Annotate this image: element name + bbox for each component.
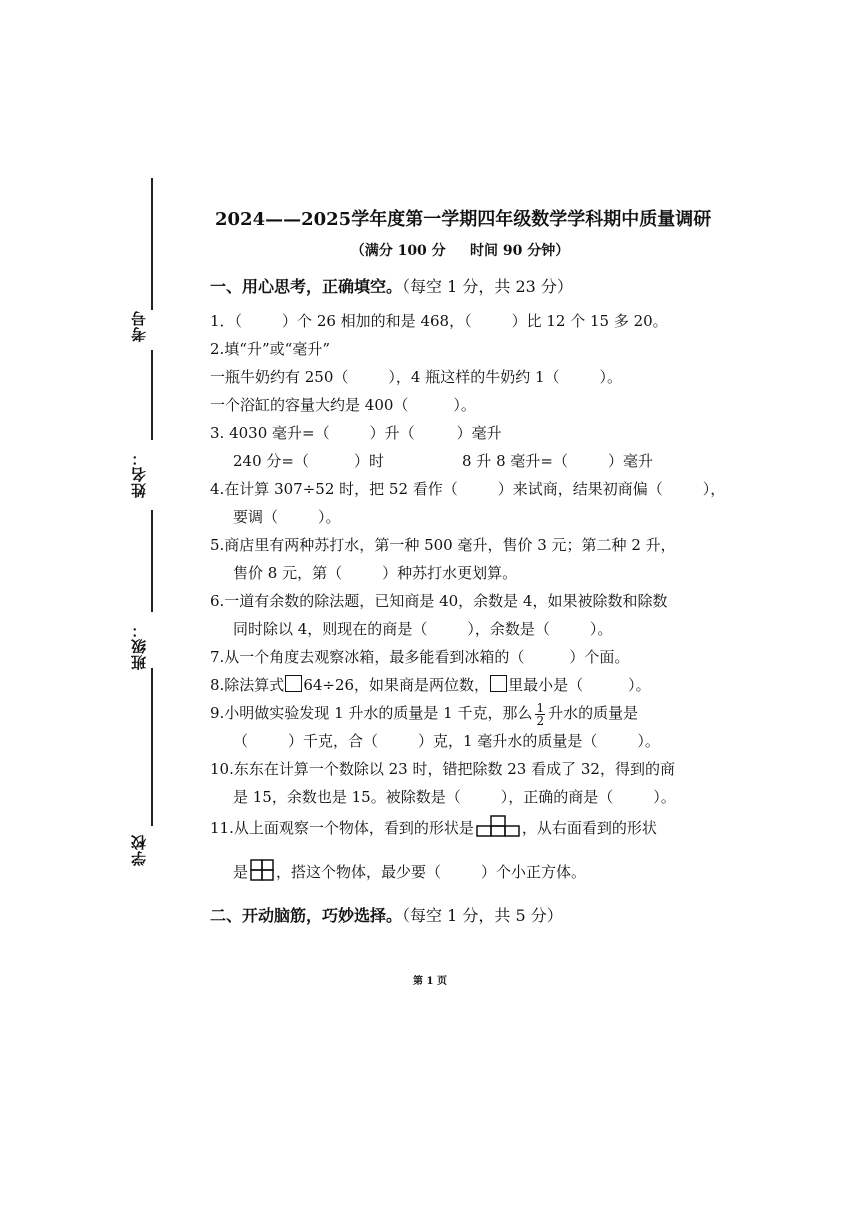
question-11-line-1 [210, 811, 710, 845]
binding-margin [0, 0, 170, 1216]
question-4-line-2 [210, 503, 710, 531]
q8-text-c: 里最小是（ [508, 676, 584, 694]
q3-text-b: ）升（ [369, 424, 415, 442]
q2-text-d: 一个浴缸的容量大约是 400（ [210, 396, 409, 414]
q6-text-b: ），余数是（ [467, 620, 550, 638]
question-10-line-1: 10.东东在计算一个数除以 23 时，错把除数 23 看成了 32，得到的商 [210, 760, 675, 778]
name-label: 姓名： [130, 450, 148, 498]
exam-title: 2024——2025学年度第一学期四年级数学学科期中质量调研 [215, 209, 712, 230]
exam-subtitle: （满分 100 分 时间 90 分钟） [350, 243, 570, 259]
q3-text-f: 8 升 8 毫升=（ [461, 452, 568, 470]
q11-text-d: ，搭这个物体，最少要（ [276, 863, 442, 881]
section-2-title: 二、开动脑筋，巧妙选择。 [210, 906, 403, 925]
question-2-line-2 [210, 391, 710, 419]
question-6-line-1: 6.一道有余数的除法题，已知商是 40，余数是 4，如果被除数和除数 [210, 592, 668, 610]
q7-text-a: 7.从一个角度去观察冰箱，最多能看到冰箱的（ [210, 648, 525, 666]
q9-text-a: 9.小明做实验发现 1 升水的质量是 1 千克，那么 [210, 704, 533, 722]
q8-digit-box-2 [490, 675, 507, 692]
q7-text-b: ）个面。 [569, 648, 630, 666]
question-1 [210, 307, 710, 335]
q6-text-c: ）。 [589, 620, 613, 638]
q9-text-c: （ [233, 732, 249, 750]
q3-text-g: ）毫升 [607, 452, 653, 470]
page-number: 第 1 页 [413, 976, 447, 987]
question-2-title: 2.填“升”或“毫升” [210, 340, 330, 358]
class-line [151, 510, 153, 612]
q9-fraction-numerator: 1 [536, 700, 545, 715]
q5-text-a: 售价 8 元，第（ [233, 564, 343, 582]
q9-text-d: ）千克，合（ [288, 732, 379, 750]
exam-paper [210, 205, 726, 926]
section-1-note: （每空 1 分，共 23 分） [402, 277, 573, 296]
q11-text-e: ）个小正方体。 [481, 863, 587, 881]
q10-text-a: 是 15，余数也是 15。被除数是（ [233, 788, 461, 806]
right-view-shape-icon [250, 859, 274, 881]
q9-fraction [535, 702, 545, 727]
question-4-line-1 [210, 475, 726, 503]
q4-text-d: 要调（ [233, 508, 279, 526]
section-2-note: （每空 1 分，共 5 分） [402, 906, 563, 925]
q3-text-e: ）时 [353, 452, 384, 470]
q2-text-a: 一瓶牛奶约有 250（ [210, 368, 349, 386]
class-label: 班级： [130, 622, 148, 670]
top-view-shape-icon [476, 815, 520, 837]
q10-text-c: ）。 [653, 788, 676, 806]
question-2-line-1 [210, 363, 710, 391]
question-11-line-2 [210, 855, 710, 889]
q3-text-a: 3. 4030 毫升=（ [210, 424, 330, 442]
name-line [151, 350, 153, 440]
question-7 [210, 643, 710, 671]
q3-text-d: 240 分=（ [233, 452, 309, 470]
q4-text-b: ）来试商，结果初商偏（ [497, 480, 663, 498]
q6-text-a: 同时除以 4，则现在的商是（ [233, 620, 428, 638]
question-list [210, 307, 726, 889]
q2-text-e: ）。 [453, 396, 476, 414]
exam-no-line [151, 178, 153, 310]
question-6-line-2 [210, 615, 710, 643]
q11-text-c: 是 [233, 863, 249, 881]
q9-text-f: ）。 [637, 732, 660, 750]
question-3-line-1 [210, 419, 710, 447]
q8-text-d: ）。 [628, 676, 651, 694]
question-3-line-2 [210, 447, 710, 475]
q5-text-b: ）种苏打水更划算。 [382, 564, 518, 582]
q1-text-a: 1．（ [210, 312, 243, 330]
q9-fraction-denominator: 2 [536, 713, 545, 728]
school-line [151, 668, 153, 826]
question-10-line-2 [210, 783, 710, 811]
q4-text-c: ）， [702, 480, 726, 498]
q1-text-c: ）比 12 个 15 多 20。 [511, 312, 668, 330]
q9-text-b: 升水的质量是 [548, 704, 639, 722]
q4-text-e: ）。 [318, 508, 341, 526]
q11-text-a: 11.从上面观察一个物体，看到的形状是 [210, 819, 474, 837]
section-2-heading [210, 903, 710, 926]
q8-text-a: 8.除法算式 [210, 676, 285, 694]
q11-text-b: ，从右面看到的形状 [521, 819, 657, 837]
q10-text-b: ），正确的商是（ [500, 788, 614, 806]
question-5-line-2 [210, 559, 710, 587]
q2-text-c: ）。 [599, 368, 623, 386]
q9-text-e: ）克，1 毫升水的质量是（ [418, 732, 598, 750]
school-label: 学校 [130, 834, 148, 866]
q3-text-c: ）毫升 [456, 424, 502, 442]
question-9-line-2 [210, 727, 710, 755]
section-1-heading [210, 274, 710, 297]
question-5-line-1: 5.商店里有两种苏打水，第一种 500 毫升，售价 3 元；第二种 2 升， [210, 536, 676, 554]
q8-digit-box-1[interactable] [285, 675, 302, 692]
question-9-line-1 [210, 699, 710, 727]
section-1-title: 一、用心思考，正确填空。 [210, 277, 403, 296]
q8-text-b: 64÷26，如果商是两位数， [303, 676, 490, 694]
q1-text-b: ）个 26 相加的和是 468，（ [282, 312, 472, 330]
q2-text-b: ），4 瓶这样的牛奶约 1（ [388, 368, 560, 386]
q4-text-a: 4.在计算 307÷52 时，把 52 看作（ [210, 480, 458, 498]
exam-no-label: 考号 [130, 310, 148, 342]
question-8 [210, 671, 710, 699]
